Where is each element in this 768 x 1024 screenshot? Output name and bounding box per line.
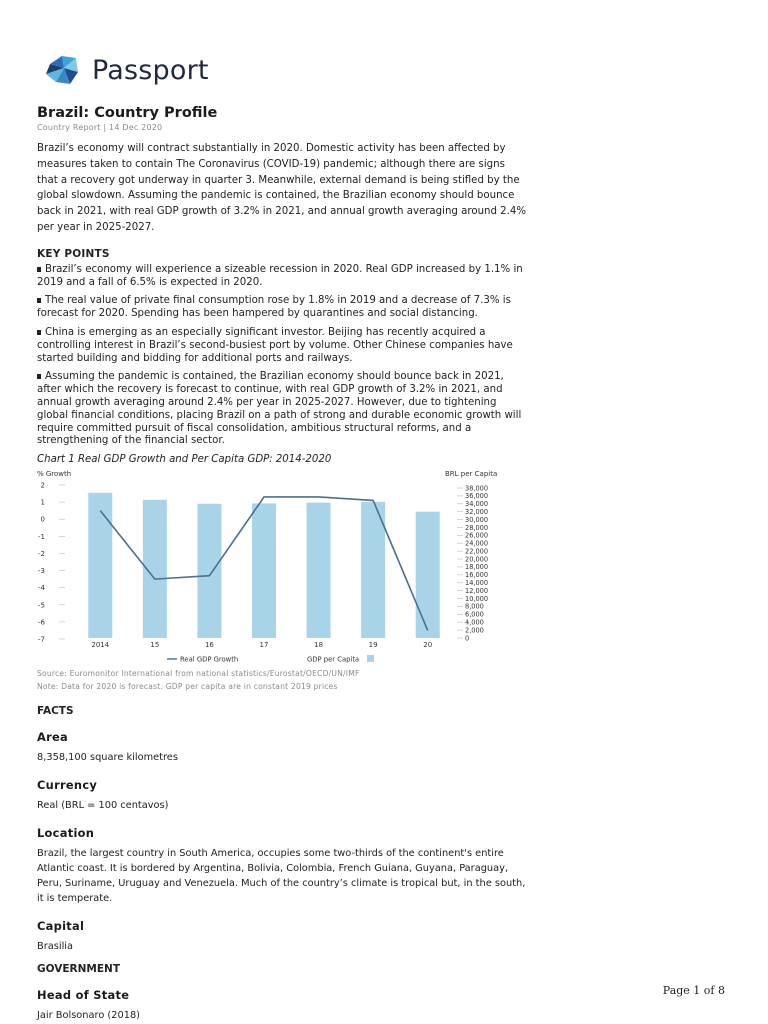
key-point (37, 264, 527, 290)
right-tick-label: 32,000 (465, 508, 489, 517)
x-tick-label: 17 (259, 641, 269, 650)
right-tick-label: 20,000 (465, 555, 489, 564)
logo-text: Passport (92, 54, 209, 86)
right-tick-label: 24,000 (465, 539, 489, 548)
key-point (37, 371, 527, 448)
location-heading: Location (37, 826, 95, 841)
key-point-text: China is emerging as an especially significant investor. Beijing has recently acquired a controlling interest in Brazil’s second-busiest port by volume. Other Chinese companies have started building and bidding for additional ports and railways. (37, 326, 513, 364)
right-tick-label: 4,000 (465, 618, 484, 627)
left-tick-label: 2 (40, 481, 45, 490)
bar-gdp-per-capita (252, 504, 276, 639)
key-points-heading: KEY POINTS (37, 247, 110, 260)
gdp-chart (37, 466, 527, 666)
legend-bar-swatch (367, 655, 374, 662)
passport-logo (40, 50, 209, 90)
left-tick-label: -7 (38, 635, 45, 644)
key-point (37, 295, 527, 321)
currency-value: Real (BRL = 100 centavos) (37, 800, 169, 812)
government-heading: GOVERNMENT (37, 963, 121, 976)
left-tick-label: -3 (38, 567, 45, 576)
currency-heading: Currency (37, 778, 98, 793)
right-tick-label: 14,000 (465, 579, 489, 588)
right-tick-label: 36,000 (465, 492, 489, 501)
x-tick-label: 15 (150, 641, 160, 650)
chart-note: Note: Data for 2020 is forecast. GDP per capita are in constant 2019 prices (37, 682, 338, 692)
bar-gdp-per-capita (88, 493, 112, 638)
right-axis-label: BRL per Capita (445, 470, 498, 479)
bar-gdp-per-capita (197, 504, 221, 638)
key-point-text: Assuming the pandemic is contained, the Brazilian economy should bounce back in 2021, after which the recovery is forecast to continue, with real GDP growth of 3.2% in 2021, and annual growth averaging around 2.4% per year in 2025-2027. However, due to tightening global financial conditions, placing Brazil on a path of strong and durable economic growth will require committed pursuit of fiscal consolidation, ambitious structural reforms, and a strengthening of the financial sector. (37, 371, 522, 447)
page-number: Page 1 of 8 (662, 984, 725, 997)
chart-source: Source: Euromonitor International from national statistics/Eurostat/OECD/UN/IMF (37, 669, 360, 679)
right-tick-label: 12,000 (465, 587, 489, 596)
left-tick-label: -5 (38, 601, 45, 610)
page-title: Brazil: Country Profile (37, 105, 218, 121)
head-of-state-value: Jair Bolsonaro (2018) (37, 1010, 141, 1022)
bullet-icon (37, 374, 41, 379)
bullet-icon (37, 267, 41, 272)
right-tick-label: 18,000 (465, 563, 489, 572)
right-tick-label: 38,000 (465, 484, 489, 493)
right-tick-label: 6,000 (465, 610, 484, 619)
left-tick-label: -4 (38, 584, 45, 593)
gdp-chart-svg (37, 466, 527, 666)
passport-logo-icon (40, 50, 88, 90)
right-tick-label: 22,000 (465, 547, 489, 556)
right-tick-label: 16,000 (465, 571, 489, 580)
right-tick-label: 34,000 (465, 500, 489, 509)
right-tick-label: 2,000 (465, 626, 484, 635)
x-tick-label: 20 (423, 641, 433, 650)
capital-heading: Capital (37, 919, 85, 934)
report-meta: Country Report | 14 Dec 2020 (37, 123, 163, 132)
legend-gdp-per-capita: GDP per Capita (307, 655, 360, 664)
chart-title: Chart 1 Real GDP Growth and Per Capita GDP: 2014-2020 (37, 454, 332, 466)
key-point (37, 327, 527, 365)
x-tick-label: 2014 (91, 641, 110, 650)
bar-gdp-per-capita (307, 503, 331, 638)
key-point-text: Brazil’s economy will experience a sizeable recession in 2020. Real GDP increased by 1.1% in 2019 and a fall of 6.5% is expected in 2020. (37, 263, 523, 288)
x-tick-label: 19 (368, 641, 378, 650)
right-tick-label: 8,000 (465, 602, 484, 611)
left-tick-label: -2 (38, 550, 45, 559)
bullet-icon (37, 330, 41, 335)
left-tick-label: -6 (38, 618, 45, 627)
left-tick-label: 1 (40, 498, 45, 507)
location-value: Brazil, the largest country in South America, occupies some two-thirds of the continent's entire Atlantic coast. It is bordered by Argentina, Bolivia, Colombia, French Guiana, Guyana, Paraguay, Peru, Suriname, Uruguay and Venezuela. Much of the country’s climate is tropical but, in the south, it is temperate. (37, 848, 526, 905)
area-value: 8,358,100 square kilometres (37, 752, 178, 764)
area-heading: Area (37, 730, 69, 745)
x-tick-label: 16 (204, 641, 214, 650)
right-tick-label: 30,000 (465, 516, 489, 525)
left-axis-label: % Growth (37, 470, 72, 479)
key-point-text: The real value of private final consumption rose by 1.8% in 2019 and a decrease of 7.3% is forecast for 2020. Spending has been hampered by quarantines and social distancing. (37, 295, 511, 320)
left-tick-label: -1 (38, 532, 45, 541)
right-tick-label: 28,000 (465, 523, 489, 532)
left-tick-label: 0 (40, 515, 45, 524)
right-tick-label: 0 (465, 634, 470, 643)
bullet-icon (37, 298, 41, 303)
head-of-state-heading: Head of State (37, 988, 130, 1003)
bar-gdp-per-capita (416, 512, 440, 638)
capital-value: Brasilia (37, 941, 74, 953)
legend-real-gdp-growth: Real GDP Growth (180, 655, 239, 664)
right-tick-label: 26,000 (465, 531, 489, 540)
x-tick-label: 18 (314, 641, 324, 650)
right-tick-label: 10,000 (465, 594, 489, 603)
report-content (37, 105, 527, 1023)
facts-heading: FACTS (37, 705, 74, 718)
intro-paragraph: Brazil’s economy will contract substantially in 2020. Domestic activity has been affected by measures taken to contain The Coronavirus (COVID-19) pandemic; although there are signs that a recovery got underway in quarter 3. Meanwhile, external demand is being stifled by the global slowdown. Assuming the pandemic is contained, the Brazilian economy should bounce back in 2021, with real GDP growth of 3.2% in 2021, and annual growth averaging around 2.4% per year in 2025-2027. (37, 143, 527, 233)
